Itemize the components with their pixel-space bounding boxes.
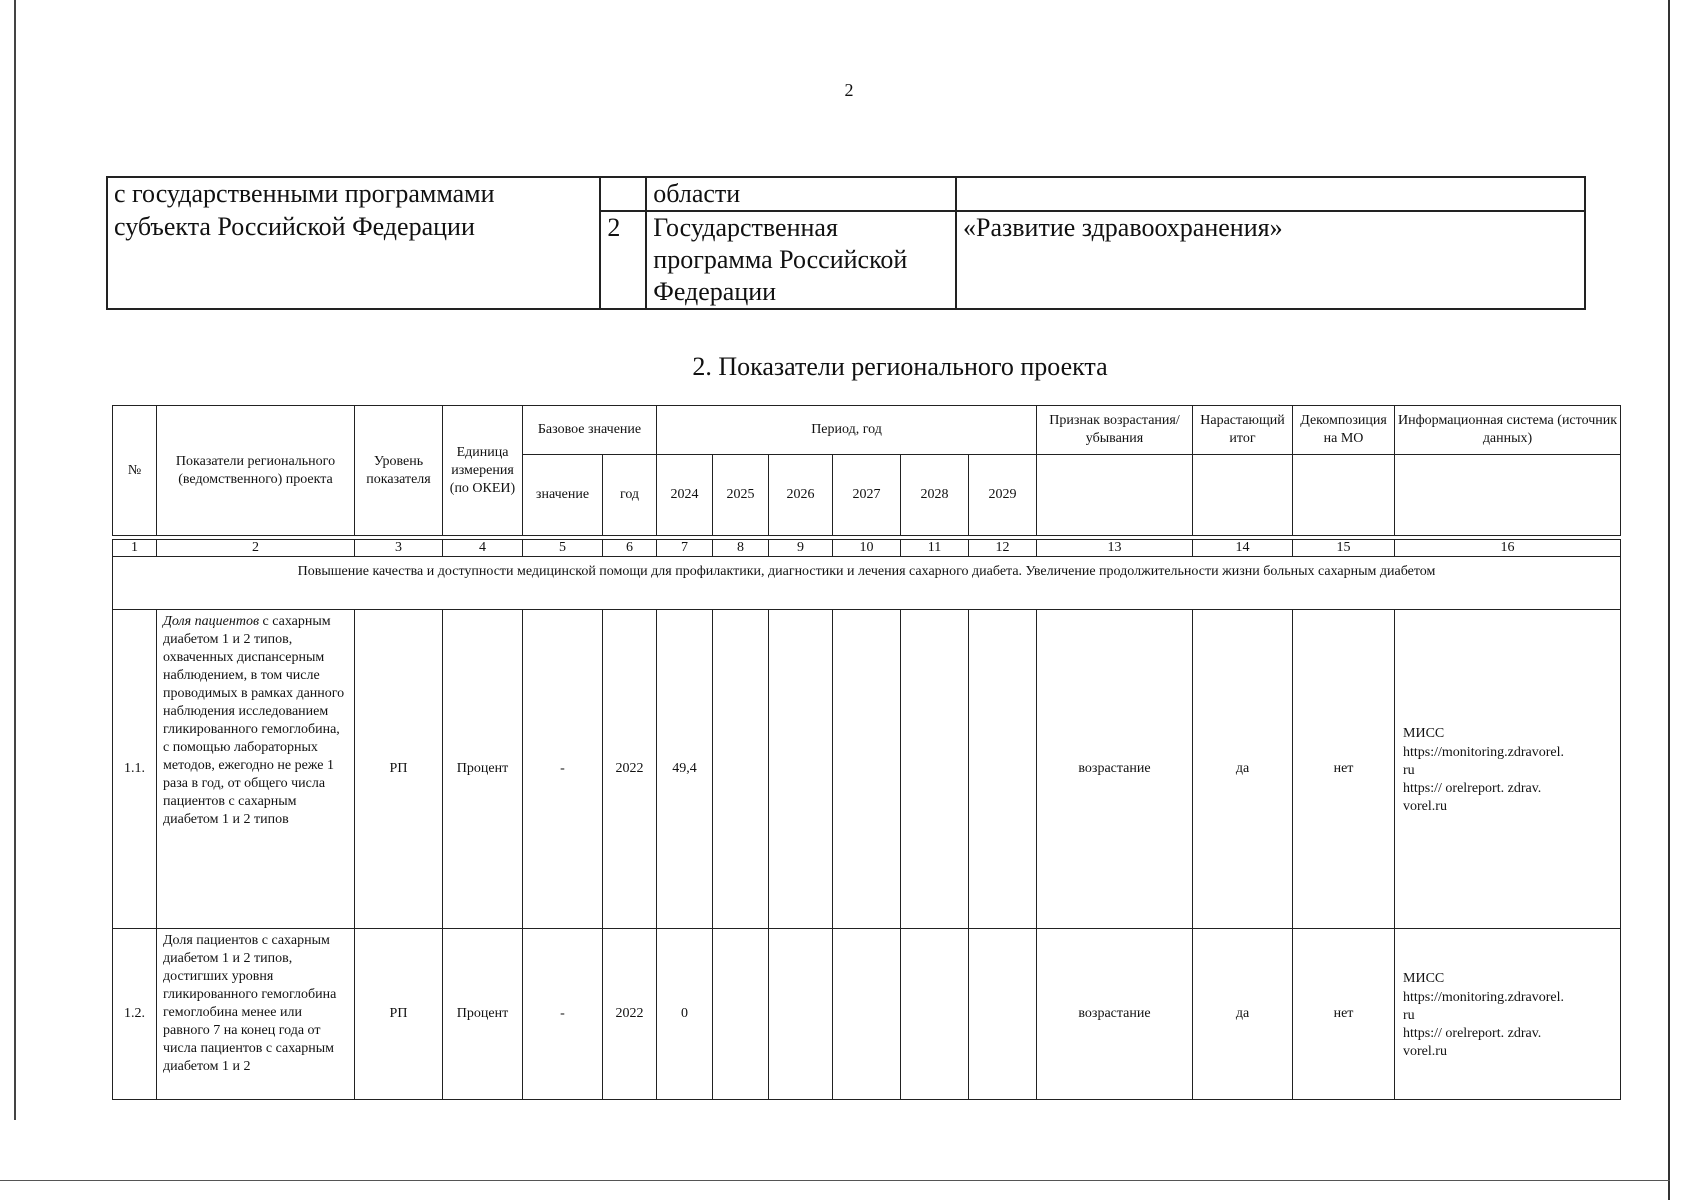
goal-text: Повышение качества и доступности медицинской помощи для профилактики, диагностики и лечения сахарного диабета. Увеличение продолжительности жизни больных сахарным диабетом: [113, 557, 1621, 610]
program-number-cell: 2: [600, 211, 646, 309]
scan-edge-left: [14, 0, 16, 1120]
column-number: 13: [1037, 540, 1193, 557]
row-number: 1.1.: [113, 610, 157, 929]
header-indicator: Показатели регионального (ведомственного) проекта: [157, 406, 355, 536]
cumulative-value: да: [1193, 610, 1293, 929]
year-value: 49,4: [657, 610, 713, 929]
year-value: [713, 929, 769, 1100]
section-title: 2. Показатели регионального проекта: [692, 352, 1108, 381]
info-system-link: https:// orelreport. zdrav.: [1403, 780, 1542, 796]
base-year: 2022: [603, 929, 657, 1100]
year-value: [969, 929, 1037, 1100]
header-base-year: год: [603, 455, 657, 536]
page-number: 2: [844, 80, 854, 100]
row-number: 1.2.: [113, 929, 157, 1100]
indicator-level: РП: [355, 610, 443, 929]
indicator-name: [157, 929, 355, 1100]
indicator-unit: Процент: [443, 610, 523, 929]
header-num: №: [113, 406, 157, 536]
header-period: Период, год: [657, 406, 1037, 455]
info-system-name: МИСС: [1403, 970, 1445, 986]
column-number: 4: [443, 540, 523, 557]
info-system-name: МИСС: [1403, 725, 1445, 741]
info-system-link: https://monitoring.zdravorel.: [1403, 989, 1564, 1005]
info-system-link: ru: [1403, 762, 1415, 778]
info-system-link: vorel.ru: [1403, 798, 1447, 814]
base-value: -: [523, 610, 603, 929]
indicator-name-text: Доля пациентов с сахарным диабетом 1 и 2 типов, достигших уровня гликированного гемоглобина гемоглобина менее или равного 7 на конец года от числа пациентов с сахарным диабетом 1 и 2: [163, 933, 337, 1074]
year-value: [769, 610, 833, 929]
column-numbers-row: [113, 540, 1621, 557]
header-year: 2024: [657, 455, 713, 536]
indicators-table: [112, 405, 1621, 1100]
indicator-unit: Процент: [443, 929, 523, 1100]
trend-value: возрастание: [1037, 929, 1193, 1100]
column-number: 5: [523, 540, 603, 557]
program-name-cell: области: [646, 177, 956, 211]
link-label-cell: субъекта Российской Федерации: [107, 211, 600, 309]
year-value: [769, 929, 833, 1100]
header-empty: [1037, 455, 1193, 536]
info-system-link: https:// orelreport. zdrav.: [1403, 1025, 1542, 1041]
year-value: [901, 610, 969, 929]
header-level: Уровень показателя: [355, 406, 443, 536]
header-base: Базовое значение: [523, 406, 657, 455]
info-system-link: https://monitoring.zdravorel.: [1403, 744, 1564, 760]
column-number: 3: [355, 540, 443, 557]
header-empty: [1193, 455, 1293, 536]
column-number: 16: [1395, 540, 1621, 557]
header-year: 2025: [713, 455, 769, 536]
header-trend: Признак возрастания/убывания: [1037, 406, 1193, 455]
base-year: 2022: [603, 610, 657, 929]
table-row: [113, 610, 1621, 929]
year-value: [833, 929, 901, 1100]
header-year: 2027: [833, 455, 901, 536]
year-value: [833, 610, 901, 929]
header-empty: [1293, 455, 1395, 536]
year-value: [969, 610, 1037, 929]
column-number: 6: [603, 540, 657, 557]
header-year: 2028: [901, 455, 969, 536]
year-value: 0: [657, 929, 713, 1100]
info-system: [1395, 610, 1621, 929]
column-number: 2: [157, 540, 355, 557]
table-row: [113, 929, 1621, 1100]
year-value: [713, 610, 769, 929]
program-number-cell: [600, 177, 646, 211]
program-link-row: [107, 177, 1585, 211]
column-number: 14: [1193, 540, 1293, 557]
info-system-link: ru: [1403, 1007, 1415, 1023]
column-number: 12: [969, 540, 1037, 557]
column-number: 15: [1293, 540, 1395, 557]
cumulative-value: да: [1193, 929, 1293, 1100]
header-empty: [1395, 455, 1621, 536]
column-number: 10: [833, 540, 901, 557]
header-decomposition: Декомпозиция на МО: [1293, 406, 1395, 455]
info-system: [1395, 929, 1621, 1100]
scan-edge-bottom: [0, 1180, 1670, 1181]
goal-row: [113, 557, 1621, 610]
scan-edge-right: [1668, 0, 1670, 1200]
info-system-link: vorel.ru: [1403, 1043, 1447, 1059]
header-year: 2029: [969, 455, 1037, 536]
column-number: 7: [657, 540, 713, 557]
header-row: [113, 406, 1621, 455]
column-number: 8: [713, 540, 769, 557]
indicator-name-italic: Доля пациентов: [163, 614, 260, 629]
decomposition-value: нет: [1293, 610, 1395, 929]
base-value: -: [523, 929, 603, 1100]
program-title-cell: [956, 177, 1585, 211]
program-link-row: [107, 211, 1585, 309]
column-number: 11: [901, 540, 969, 557]
indicator-name-text: с сахарным диабетом 1 и 2 типов, охваченных диспансерным наблюдением, в том числе проводимых в рамках данного наблюдения исследованием гликированного гемоглобина, с помощью лабораторных методов, ежегодно не реже 1 раза в год, от общего числа пациентов с сахарным диабетом 1 и 2 типов: [163, 614, 345, 827]
column-number: 1: [113, 540, 157, 557]
header-base-value: значение: [523, 455, 603, 536]
program-title-cell: «Развитие здравоохранения»: [956, 211, 1585, 309]
program-link-table: [106, 176, 1586, 310]
header-year: 2026: [769, 455, 833, 536]
program-name-cell: Государственная программа Российской Федерации: [646, 211, 956, 309]
column-number: 9: [769, 540, 833, 557]
header-cumulative: Нарастающий итог: [1193, 406, 1293, 455]
year-value: [901, 929, 969, 1100]
indicator-level: РП: [355, 929, 443, 1100]
indicator-name: [157, 610, 355, 929]
link-label-cell: с государственными программами: [107, 177, 600, 211]
header-info-system: Информационная система (источник данных): [1395, 406, 1621, 455]
decomposition-value: нет: [1293, 929, 1395, 1100]
header-unit: Единица измерения (по ОКЕИ): [443, 406, 523, 536]
trend-value: возрастание: [1037, 610, 1193, 929]
